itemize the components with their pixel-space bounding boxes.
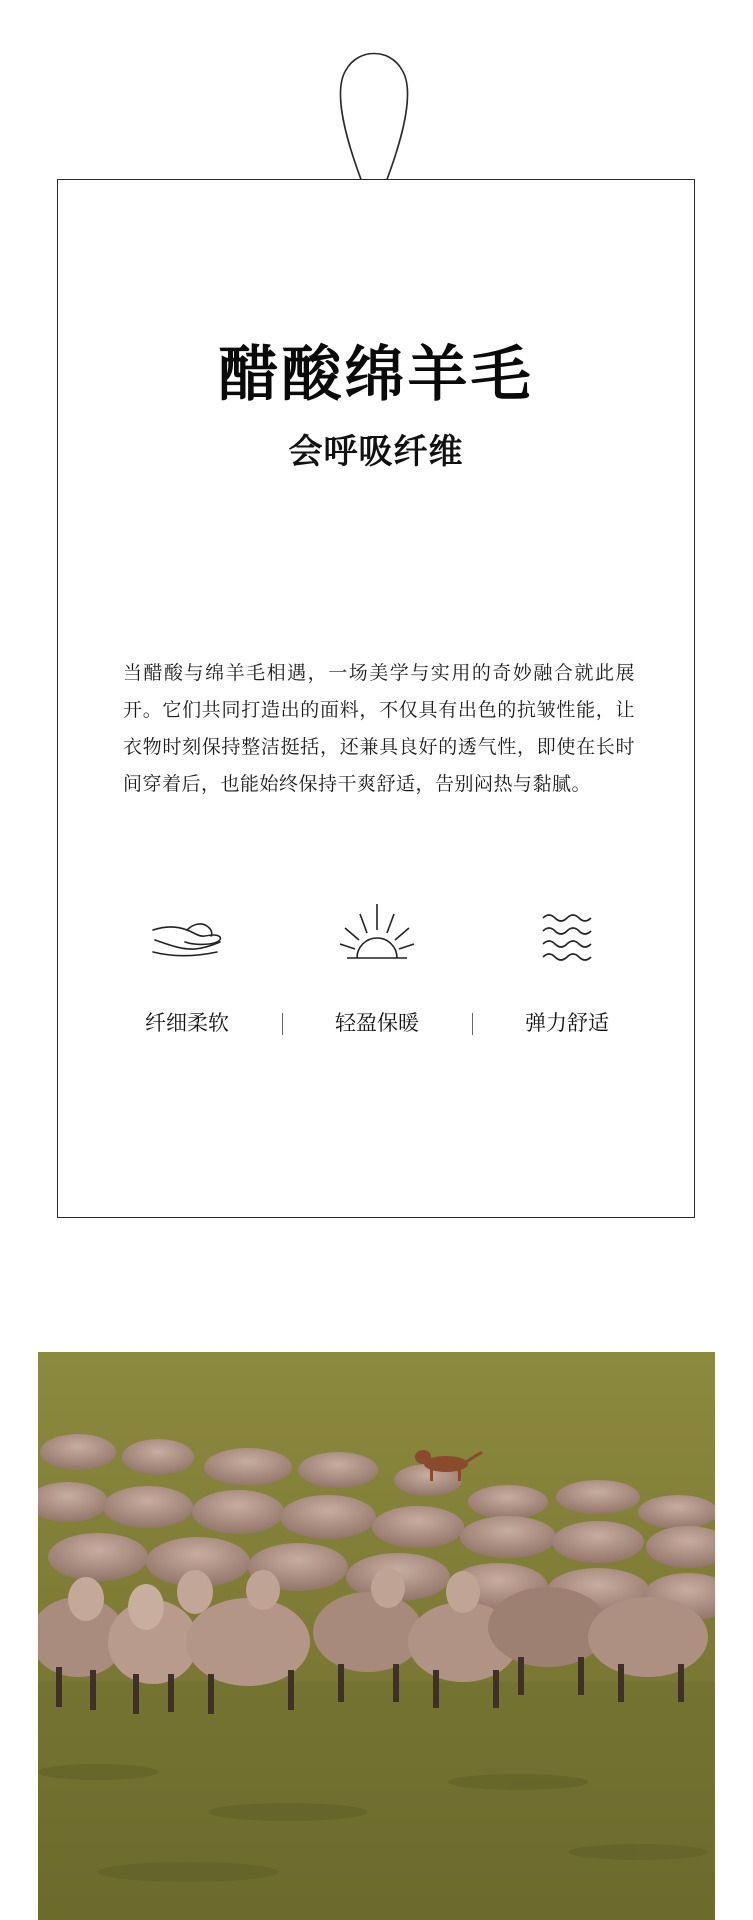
feature-label-soft: 纤细柔软 bbox=[145, 1011, 229, 1035]
feature-label-warm: 轻盈保暖 bbox=[335, 1011, 419, 1035]
feature-divider bbox=[282, 1013, 283, 1035]
product-title: 醋酸绵羊毛 bbox=[218, 340, 534, 410]
product-subtitle: 会呼吸纤维 bbox=[288, 432, 464, 472]
sun-icon bbox=[337, 900, 417, 970]
hang-tag-card bbox=[57, 179, 695, 1218]
sheep-flock-photo bbox=[38, 1352, 715, 1920]
wave-icon bbox=[527, 900, 607, 970]
product-description: 当醋酸与绵羊毛相遇，一场美学与实用的奇妙融合就此展开。它们共同打造出的面料，不仅具有出色的抗皱性能，让衣物时刻保持整洁挺括，还兼具良好的透气性，即使在长时间穿着后，也能始终保持干爽舒适，告别闷热与黏腻。 bbox=[123, 662, 635, 795]
feature-divider bbox=[472, 1013, 473, 1035]
feature-label-elastic: 弹力舒适 bbox=[525, 1011, 609, 1035]
hand-icon bbox=[147, 900, 227, 970]
